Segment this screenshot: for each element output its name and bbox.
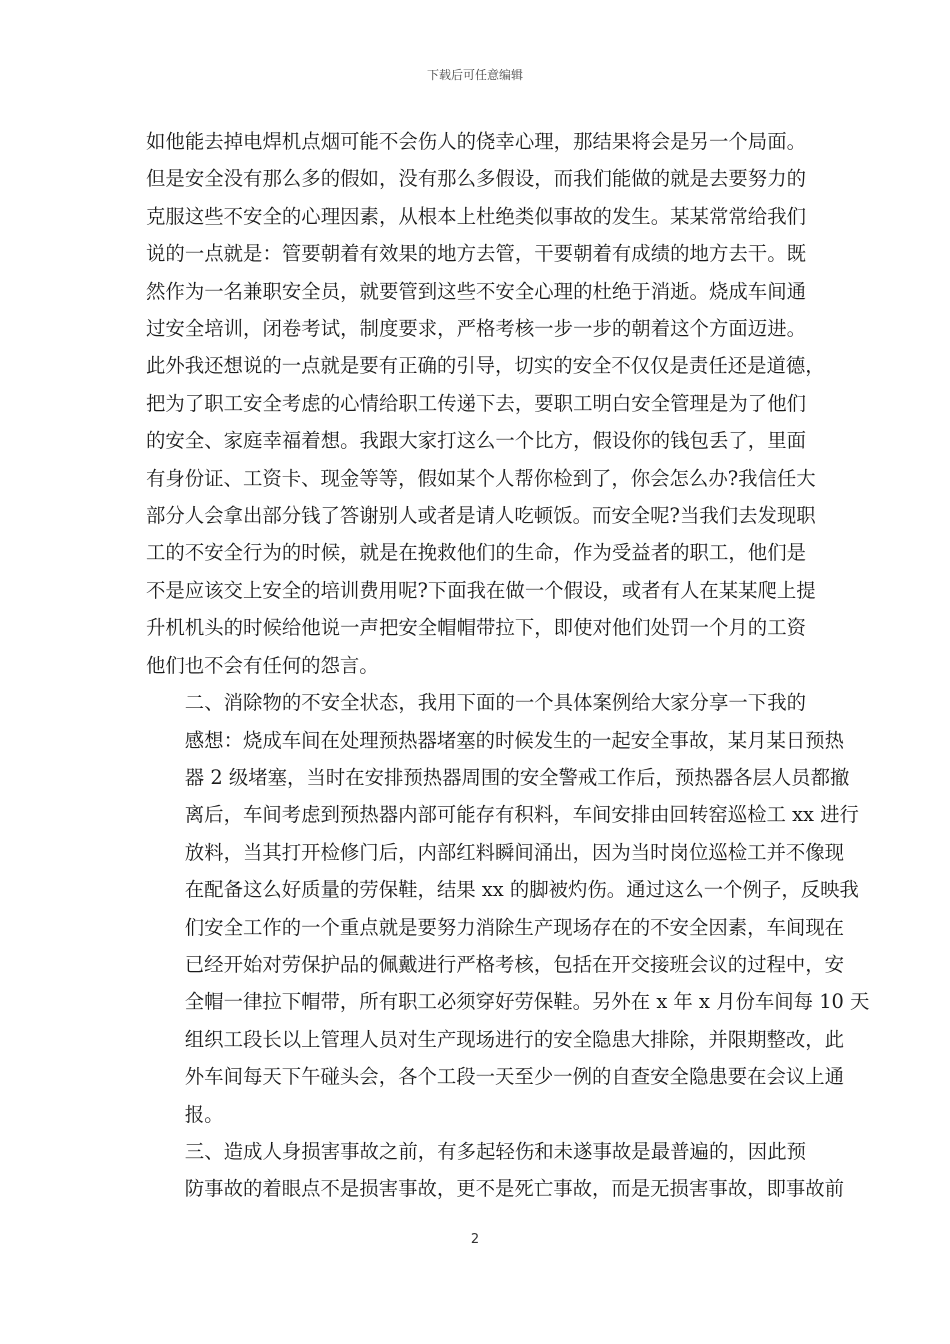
text-line: 全帽一律拉下帽带，所有职工必须穿好劳保鞋。另外在 x 年 x 月份车间每 10 天 [184, 990, 870, 1014]
document-body [146, 123, 870, 1208]
text-line: 的安全、家庭幸福着想。我跟大家打这么一个比方，假设你的钱包丢了，里面 [146, 429, 806, 453]
text-line: 离后，车间考虑到预热器内部可能存有积料，车间安排由回转窑巡检工 xx 进行 [184, 803, 859, 827]
text-line: 但是安全没有那么多的假如，没有那么多假设，而我们能做的就是去要努力的 [146, 167, 806, 191]
text-line: 如他能去掉电焊机点烟可能不会伤人的侥幸心理，那结果将会是另一个局面。 [146, 130, 806, 153]
text-line: 在配备这么好质量的劳保鞋，结果 xx 的脚被灼伤。通过这么一个例子，反映我 [184, 878, 859, 902]
text-line: 然作为一名兼职安全员，就要管到这些不安全心理的杜绝于消逝。烧成车间通 [146, 279, 806, 303]
text-line: 器 2 级堵塞，当时在安排预热器周围的安全警戒工作后，预热器各层人员都撤 [184, 765, 850, 789]
paragraph [146, 123, 825, 684]
text-line: 他们也不会有任何的怨言。 [146, 653, 379, 677]
text-line: 有身份证、工资卡、现金等等，假如某个人帮你检到了，你会怎么办?我信任大 [146, 466, 816, 490]
text-line: 已经开始对劳保护品的佩戴进行严格考核，包括在开交接班会议的过程中，安 [184, 952, 845, 976]
text-line: 过安全培训，闭卷考试，制度要求，严格考核一步一步的朝着这个方面迈进。 [146, 317, 806, 341]
text-line: 此外我还想说的一点就是要有正确的引导，切实的安全不仅仅是责任还是道德， [146, 354, 825, 378]
text-line: 升机机头的时候给他说一声把安全帽帽带拉下，即使对他们处罚一个月的工资 [146, 616, 806, 640]
text-line: 说的一点就是：管要朝着有效果的地方去管，干要朝着有成绩的地方去干。既 [146, 242, 806, 266]
text-line: 三、造成人身损害事故之前，有多起轻伤和未遂事故是最普遍的，因此预 [184, 1139, 806, 1163]
text-line: 防事故的着眼点不是损害事故，更不是死亡事故，而是无损害事故，即事故前 [184, 1177, 845, 1201]
text-line: 不是应该交上安全的培训费用呢?下面我在做一个假设，或者有人在某某爬上提 [146, 578, 816, 602]
text-line: 外车间每天下午碰头会，各个工段一天至少一例的自查安全隐患要在会议上通 [184, 1065, 845, 1089]
text-line: 报。 [184, 1102, 224, 1126]
paragraph [146, 1133, 845, 1208]
text-line: 部分人会拿出部分钱了答谢别人或者是请人吃顿饭。而安全呢?当我们去发现职 [146, 504, 816, 528]
text-line: 克服这些不安全的心理因素，从根本上杜绝类似事故的发生。某某常常给我们 [146, 204, 806, 228]
page-number: 2 [470, 1232, 480, 1247]
page-header: 下载后可任意编辑 [426, 68, 523, 82]
text-line: 把为了职工安全考虑的心情给职工传递下去，要职工明白安全管理是为了他们 [146, 391, 806, 415]
text-line: 放料，当其打开检修门后，内部红料瞬间涌出，因为当时岗位巡检工并不像现 [184, 840, 845, 864]
paragraph [146, 684, 870, 1133]
text-line: 工的不安全行为的时候，就是在挽救他们的生命，作为受益者的职工，他们是 [146, 541, 806, 565]
text-line: 二、消除物的不安全状态，我用下面的一个具体案例给大家分享一下我的 [184, 691, 806, 715]
text-line: 组织工段长以上管理人员对生产现场进行的安全隐患大排除，并限期整改，此 [184, 1027, 845, 1051]
text-line: 感想：烧成车间在处理预热器堵塞的时候发生的一起安全事故，某月某日预热 [184, 728, 845, 752]
text-line: 们安全工作的一个重点就是要努力消除生产现场存在的不安全因素，车间现在 [184, 915, 845, 939]
